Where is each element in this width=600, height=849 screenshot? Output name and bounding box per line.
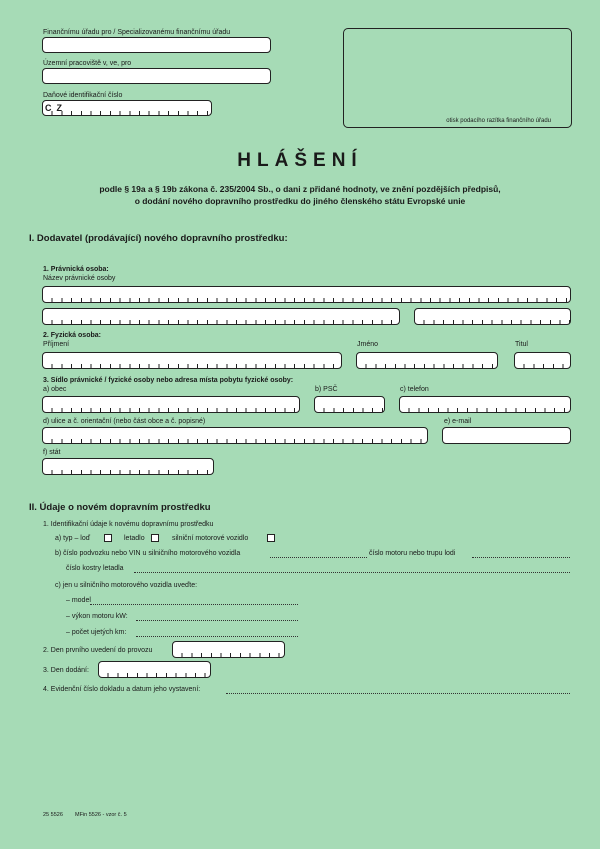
delivery-label: 3. Den dodání: xyxy=(43,667,89,674)
title-field[interactable] xyxy=(514,352,571,369)
state-field[interactable] xyxy=(42,458,214,475)
power-label: – výkon motoru kW: xyxy=(66,613,128,620)
engine-label: číslo motoru nebo trupu lodi xyxy=(369,550,456,557)
natural-person-label: 2. Fyzická osoba: xyxy=(43,332,101,339)
city-field[interactable] xyxy=(42,396,300,413)
office-label: Finančnímu úřadu pro / Specializovanému finančnímu úřadu xyxy=(43,29,231,36)
city-label: a) obec xyxy=(43,386,67,393)
subtitle-line-2: o dodání nového dopravního prostředku do jiného členského státu Evropské unie xyxy=(134,196,466,206)
zip-label: b) PSČ xyxy=(315,386,338,393)
chassis-label: b) číslo podvozku nebo VIN u silničního motorového vozidla xyxy=(55,550,241,557)
vehicle-label: silniční motorové vozidlo xyxy=(172,535,249,542)
chassis-dotted-field[interactable] xyxy=(270,556,367,558)
power-dotted-field[interactable] xyxy=(136,619,298,621)
legal-name-field-1[interactable] xyxy=(42,286,571,303)
plane-checkbox[interactable] xyxy=(151,534,159,542)
km-dotted-field[interactable] xyxy=(136,635,298,637)
legal-person-label: 1. Právnická osoba: xyxy=(43,266,109,273)
fuselage-label: číslo kostry letadla xyxy=(66,565,124,572)
delivery-field[interactable] xyxy=(98,661,211,678)
vehicle-checkbox[interactable] xyxy=(267,534,275,542)
email-label: e) e-mail xyxy=(444,418,472,425)
stamp-box xyxy=(343,28,572,128)
section-1-heading: I. Dodavatel (prodávající) nového dopravního prostředku: xyxy=(29,233,288,244)
name-field[interactable] xyxy=(356,352,498,369)
model-dotted-field[interactable] xyxy=(90,603,298,605)
surname-label: Příjmení xyxy=(43,341,70,348)
phone-field[interactable] xyxy=(399,396,571,413)
workplace-field[interactable] xyxy=(42,68,271,84)
boat-checkbox[interactable] xyxy=(104,534,112,542)
type-boat-label: a) typ – loď xyxy=(55,535,91,542)
document-label: 4. Evidenční číslo dokladu a datum jeho vystavení: xyxy=(43,686,201,693)
tax-id-field[interactable] xyxy=(42,100,212,116)
tax-id-prefix: CZ xyxy=(45,103,67,113)
street-field[interactable] xyxy=(42,427,428,444)
section-2-heading: II. Údaje o novém dopravním prostředku xyxy=(29,502,211,513)
tax-id-label: Daňové identifikační číslo xyxy=(43,92,123,99)
stamp-label: otisk podacího razítka finančního úřadu xyxy=(446,118,551,124)
street-label: d) ulice a č. orientační (nebo část obce a č. popisné) xyxy=(43,418,206,425)
model-label: – model xyxy=(66,597,91,604)
fuselage-dotted-field[interactable] xyxy=(134,571,570,573)
first-use-field[interactable] xyxy=(172,641,285,658)
state-label: f) stát xyxy=(43,449,61,456)
zip-field[interactable] xyxy=(314,396,385,413)
engine-dotted-field[interactable] xyxy=(472,556,570,558)
address-heading: 3. Sídlo právnické / fyzické osoby nebo adresa místa pobytu fyzické osoby: xyxy=(43,377,294,384)
office-field[interactable] xyxy=(42,37,271,53)
email-field[interactable] xyxy=(442,427,571,444)
workplace-label: Územní pracoviště v, ve, pro xyxy=(43,60,132,67)
page-title: HLÁŠENÍ xyxy=(237,150,363,171)
surname-field[interactable] xyxy=(42,352,342,369)
legal-name-label: Název právnické osoby xyxy=(43,275,116,282)
first-use-label: 2. Den prvního uvedení do provozu xyxy=(43,647,153,654)
title-label: Titul xyxy=(515,341,528,348)
plane-label: letadlo xyxy=(124,535,145,542)
footer-form: MFin 5526 - vzor č. 5 xyxy=(75,812,127,818)
footer-code: 25 5526 xyxy=(43,812,63,818)
document-dotted-field[interactable] xyxy=(226,692,570,694)
name-label: Jméno xyxy=(357,341,379,348)
phone-label: c) telefon xyxy=(400,386,429,393)
legal-name-field-2[interactable] xyxy=(42,308,400,325)
ident-label: 1. Identifikační údaje k novému dopravnímu prostředku xyxy=(43,521,214,528)
road-intro-label: c) jen u silničního motorového vozidla uveďte: xyxy=(55,582,198,589)
subtitle-line-1: podle § 19a a § 19b zákona č. 235/2004 Sb., o dani z přidané hodnoty, ve znění pozdějších předpisů, xyxy=(99,184,501,194)
km-label: – počet ujetých km: xyxy=(66,629,127,636)
legal-name-field-3[interactable] xyxy=(414,308,571,325)
